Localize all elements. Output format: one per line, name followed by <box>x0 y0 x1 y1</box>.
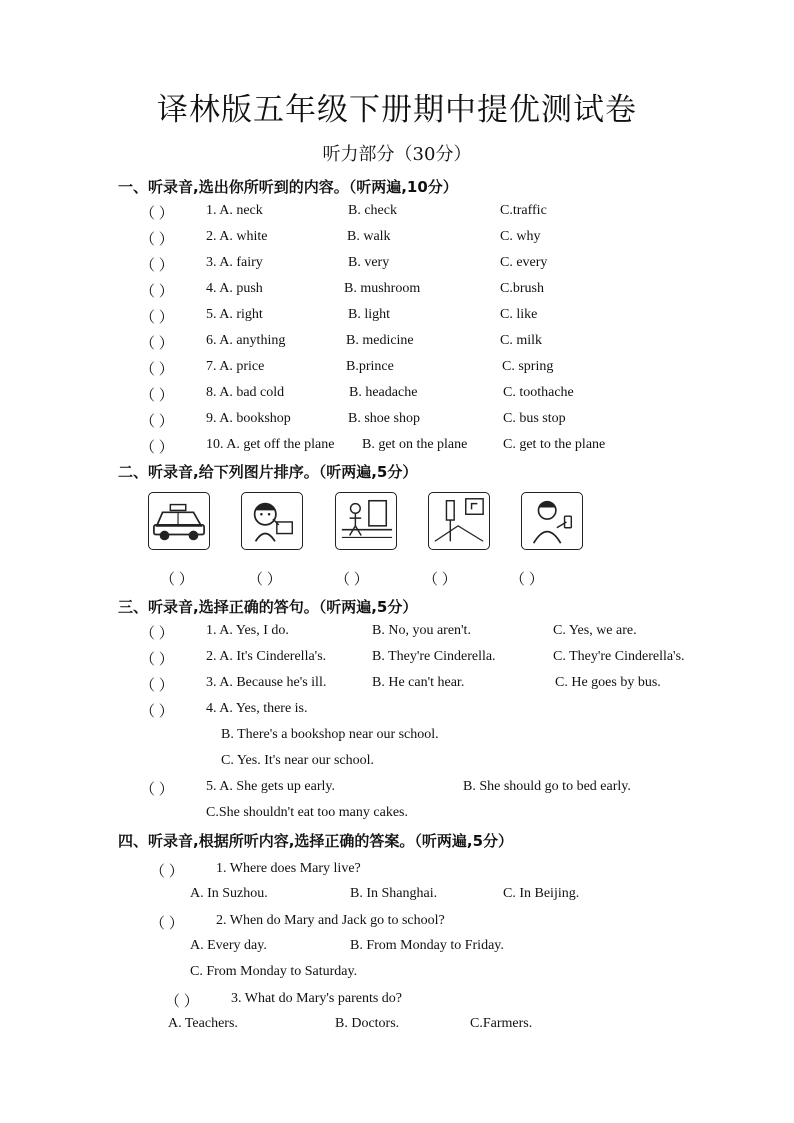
option-c: C.She shouldn't eat too many cakes. <box>206 805 408 820</box>
question-text: 3. What do Mary's parents do? <box>231 991 403 1006</box>
option-c: C. why <box>500 229 541 244</box>
answer-blank[interactable]: （ ） <box>140 678 174 694</box>
answer-blank[interactable]: （ ） <box>150 864 184 880</box>
option-a: A. Every day. <box>190 938 267 953</box>
section-3-heading: 三、听录音,选择正确的答句。（听两遍,5分） <box>118 598 418 616</box>
option-a: 9. A. bookshop <box>206 411 291 426</box>
answer-blank[interactable]: （ ） <box>140 440 174 456</box>
option-c: C.Farmers. <box>470 1016 533 1031</box>
option-c: C. From Monday to Saturday. <box>190 964 358 979</box>
picture-answer-blank[interactable]: （ ） <box>423 572 457 588</box>
option-a: 10. A. get off the plane <box>206 437 335 452</box>
option-b: B. walk <box>347 229 391 244</box>
option-a: 6. A. anything <box>206 333 286 348</box>
answer-blank[interactable]: （ ） <box>140 310 174 326</box>
option-c: C.brush <box>500 281 544 296</box>
option-a: 1. A. Yes, I do. <box>206 623 289 638</box>
option-a: 2. A. white <box>206 229 268 244</box>
option-a: 3. A. Because he's ill. <box>206 675 327 690</box>
answer-blank[interactable]: （ ） <box>150 916 184 932</box>
answer-blank[interactable]: （ ） <box>140 704 174 720</box>
option-b: B. She should go to bed early. <box>463 779 631 794</box>
option-b: B. mushroom <box>344 281 421 296</box>
answer-blank[interactable]: （ ） <box>140 782 174 798</box>
picture-answer-blank[interactable]: （ ） <box>160 572 194 588</box>
option-c: C. toothache <box>503 385 574 400</box>
answer-blank[interactable]: （ ） <box>140 414 174 430</box>
boy-eating-icon <box>241 492 303 550</box>
option-c: C. get to the plane <box>503 437 606 452</box>
option-b: B. He can't hear. <box>372 675 465 690</box>
option-b: B. get on the plane <box>362 437 468 452</box>
question-text: 1. Where does Mary live? <box>216 861 361 876</box>
answer-blank[interactable]: （ ） <box>140 388 174 404</box>
option-b: B. check <box>348 203 397 218</box>
option-a: 4. A. Yes, there is. <box>206 701 308 716</box>
picture-answer-blank[interactable]: （ ） <box>248 572 282 588</box>
option-c: C. every <box>500 255 548 270</box>
option-c: C. Yes, we are. <box>553 623 637 638</box>
option-b: B. very <box>348 255 390 270</box>
page-title: 译林版五年级下册期中提优测试卷 <box>157 92 637 128</box>
option-a: 7. A. price <box>206 359 265 374</box>
option-c: C. Yes. It's near our school. <box>221 753 375 768</box>
option-a: 4. A. push <box>206 281 263 296</box>
option-a: 3. A. fairy <box>206 255 263 270</box>
answer-blank[interactable]: （ ） <box>140 336 174 352</box>
option-c: C. milk <box>500 333 543 348</box>
option-a: 2. A. It's Cinderella's. <box>206 649 327 664</box>
option-b: B. medicine <box>346 333 414 348</box>
option-b: B. They're Cinderella. <box>372 649 496 664</box>
person-medicine-icon <box>521 492 583 550</box>
section-2-heading: 二、听录音,给下列图片排序。（听两遍,5分） <box>118 463 418 481</box>
option-a: 8. A. bad cold <box>206 385 285 400</box>
option-a: A. Teachers. <box>168 1016 238 1031</box>
taxi-icon <box>148 492 210 550</box>
option-c: C. bus stop <box>503 411 566 426</box>
answer-blank[interactable]: （ ） <box>140 626 174 642</box>
answer-blank[interactable]: （ ） <box>140 206 174 222</box>
answer-blank[interactable]: （ ） <box>140 652 174 668</box>
option-b: B. No, you aren't. <box>372 623 471 638</box>
option-c: C. In Beijing. <box>503 886 580 901</box>
picture-answer-blank[interactable]: （ ） <box>335 572 369 588</box>
question-text: 2. When do Mary and Jack go to school? <box>216 913 445 928</box>
answer-blank[interactable]: （ ） <box>140 258 174 274</box>
option-b: B. Doctors. <box>335 1016 400 1031</box>
option-b: B. light <box>348 307 391 322</box>
street-crossing-icon <box>335 492 397 550</box>
option-a: A. In Suzhou. <box>190 886 268 901</box>
answer-blank[interactable]: （ ） <box>140 362 174 378</box>
answer-blank[interactable]: （ ） <box>140 232 174 248</box>
traffic-sign-icon <box>428 492 490 550</box>
option-c: C. spring <box>502 359 554 374</box>
picture-answer-blank[interactable]: （ ） <box>510 572 544 588</box>
section-1-heading: 一、听录音,选出你所听到的内容。（听两遍,10分） <box>118 178 458 196</box>
option-c: C. like <box>500 307 538 322</box>
option-a: 5. A. She gets up early. <box>206 779 335 794</box>
option-b: B. shoe shop <box>348 411 420 426</box>
option-c: C.traffic <box>500 203 547 218</box>
option-b: B. There's a bookshop near our school. <box>221 727 439 742</box>
option-c: C. They're Cinderella's. <box>553 649 685 664</box>
option-b: B. From Monday to Friday. <box>350 938 504 953</box>
option-b: B. headache <box>349 385 418 400</box>
option-b: B.prince <box>346 359 394 374</box>
answer-blank[interactable]: （ ） <box>140 284 174 300</box>
option-a: 1. A. neck <box>206 203 263 218</box>
option-c: C. He goes by bus. <box>555 675 661 690</box>
option-b: B. In Shanghai. <box>350 886 438 901</box>
page-subtitle: 听力部分（30分） <box>322 144 472 165</box>
option-a: 5. A. right <box>206 307 263 322</box>
section-4-heading: 四、听录音,根据所听内容,选择正确的答案。（听两遍,5分） <box>118 832 514 850</box>
answer-blank[interactable]: （ ） <box>165 994 199 1010</box>
